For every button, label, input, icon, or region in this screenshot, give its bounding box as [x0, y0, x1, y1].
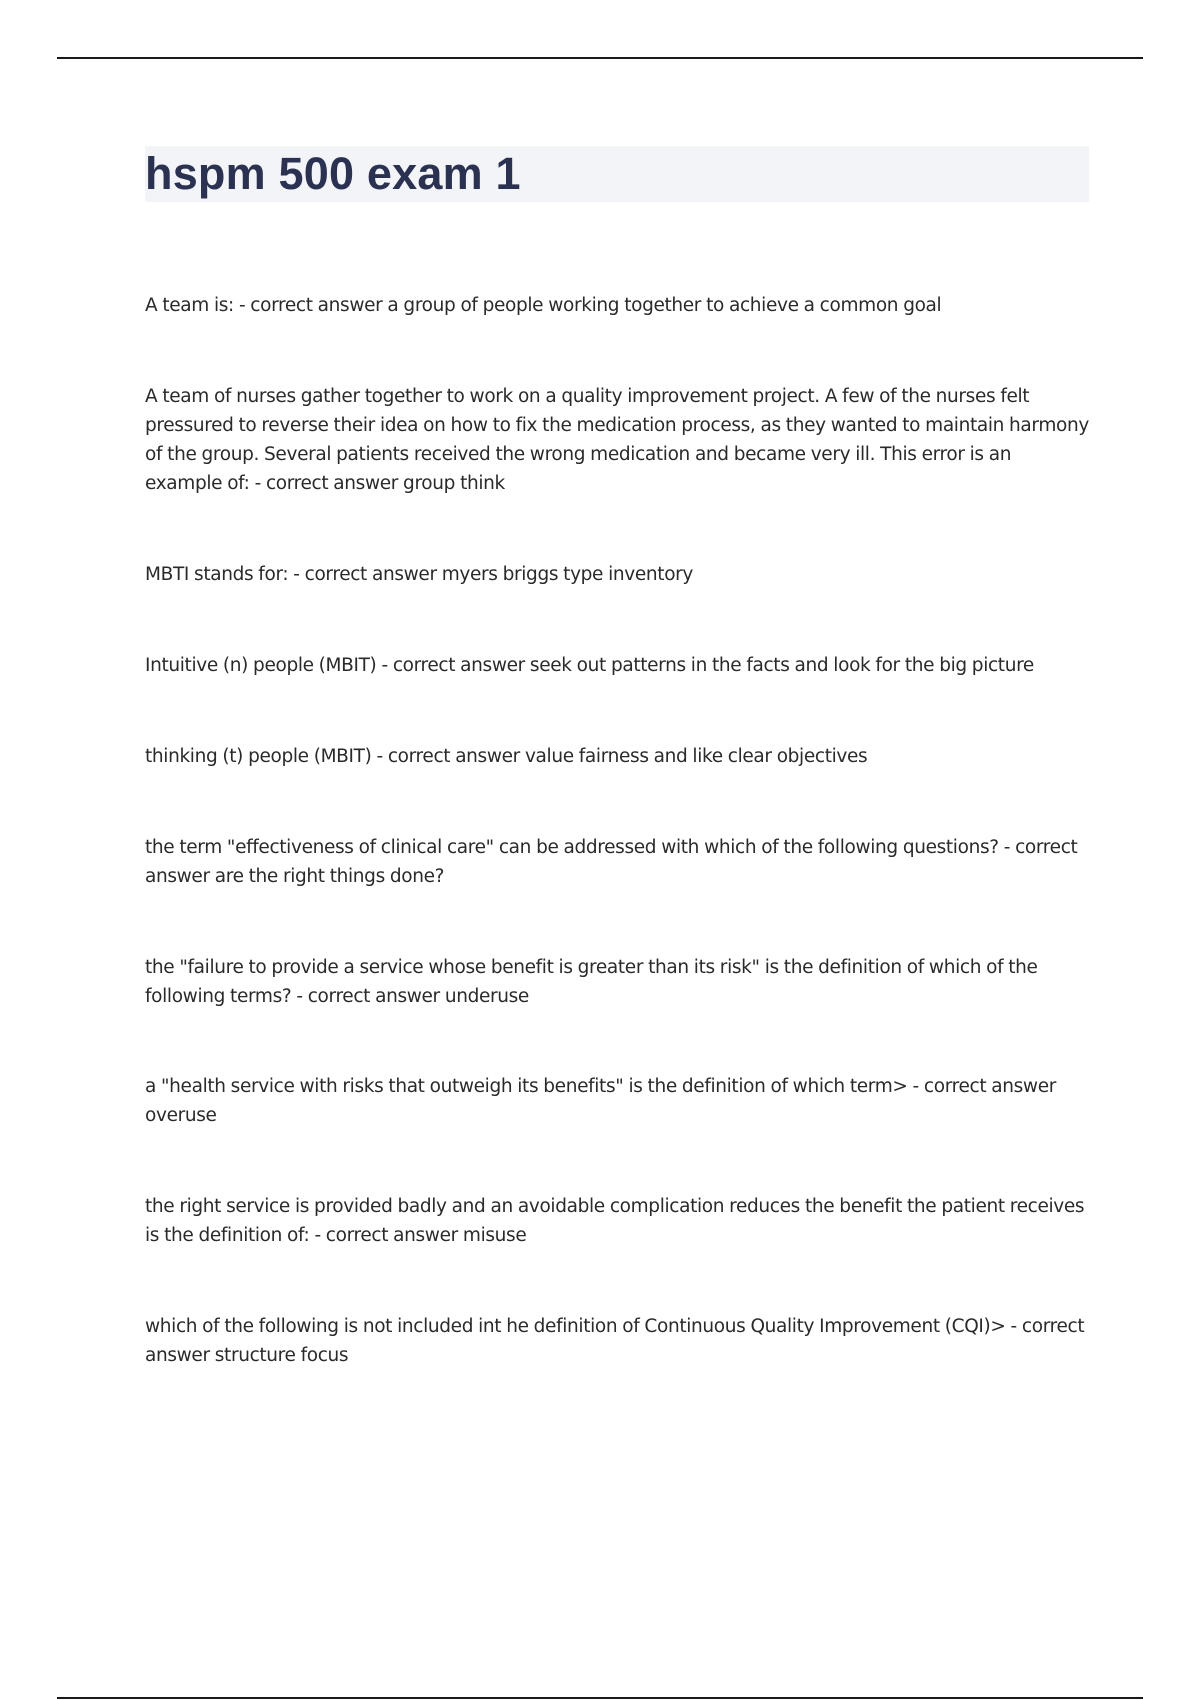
qa-item: Intuitive (n) people (MBIT) - correct answer seek out patterns in the facts and look for the big picture	[145, 655, 1034, 676]
qa-item: the "failure to provide a service whose benefit is greater than its risk" is the definition of which of the following terms? - correct answer underuse	[145, 957, 1038, 1007]
qa-item: a "health service with risks that outweigh its benefits" is the definition of which term> - correct answer overuse	[145, 1076, 1056, 1126]
qa-item: the right service is provided badly and an avoidable complication reduces the benefit the patient receives is the definition of: - correct answer misuse	[145, 1196, 1085, 1246]
qa-item: A team is: - correct answer a group of people working together to achieve a common goal	[145, 295, 942, 316]
qa-item: A team of nurses gather together to work on a quality improvement project. A few of the nurses felt pressured to reverse their idea on how to fix the medication process, as they wanted to maintain harmony of the group. Several patients received the wrong medication and became very ill. This error is an example of: - correct answer group think	[145, 386, 1089, 494]
qa-item: MBTI stands for: - correct answer myers briggs type inventory	[145, 564, 694, 585]
qa-item: thinking (t) people (MBIT) - correct answer value fairness and like clear objectives	[145, 746, 868, 767]
qa-item: which of the following is not included int he definition of Continuous Quality Improvement (CQI)> - correct answer structure focus	[145, 1316, 1085, 1366]
top-rule	[57, 57, 1143, 59]
qa-item: the term "effectiveness of clinical care" can be addressed with which of the following questions? - correct answer are the right things done?	[145, 837, 1078, 887]
page-title: hspm 500 exam 1	[145, 148, 521, 199]
bottom-rule	[57, 1697, 1143, 1699]
